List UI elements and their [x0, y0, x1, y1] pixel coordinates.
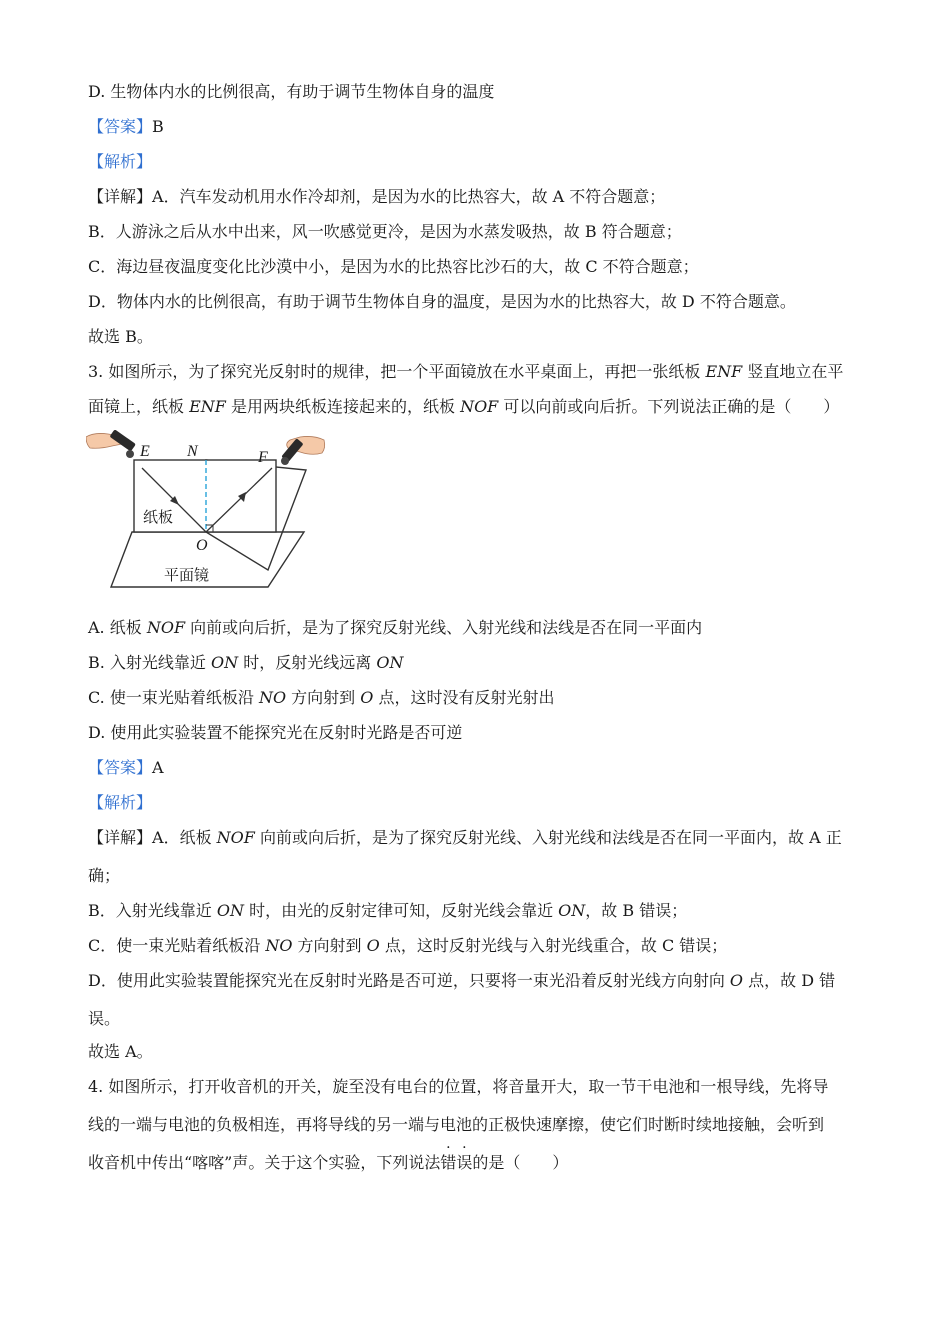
label-mirror: 平面镜 — [164, 566, 210, 584]
q3-stem-line1 — [88, 362, 868, 382]
q2-detail-d: D．物体内水的比例很高，有助于调节生物体自身的温度，是因为水的比热容大，故 D 不符合题意。 — [88, 292, 796, 311]
q2-detail-c: C．海边昼夜温度变化比沙漠中小，是因为水的比热容比沙石的大，故 C 不符合题意； — [88, 257, 699, 276]
option-symbol: ON — [376, 653, 404, 672]
q4-stem-line1: 4. 如图所示，打开收音机的开关，旋至没有电台的位置，将音量开大，取一节干电池和一根导线，先将导 — [88, 1077, 829, 1096]
q2-answer — [88, 117, 868, 137]
option-text: 向前或向后折，是为了探究反射光线、入射光线和法线是否在同一平面内 — [185, 618, 703, 637]
stem-symbol: ENF — [189, 397, 226, 416]
stem-text: 3. 如图所示，为了探究光反射时的规律，把一个平面镜放在水平桌面上，再把一张纸板 — [88, 362, 706, 381]
q3-detail-a — [88, 828, 868, 848]
stem-symbol: NOF — [460, 397, 499, 416]
option-text: B. 入射光线靠近 — [88, 653, 212, 672]
option-text: 点，这时没有反射光射出 — [373, 688, 555, 707]
answer-tag: 【答案】 — [88, 117, 153, 136]
option-symbol: O — [360, 688, 374, 707]
q2-analysis-tag — [88, 152, 868, 172]
left-hand-flashlight-icon — [86, 430, 136, 458]
detail-text: A．汽车发动机用水作冷却剂，是因为水的比热容大，故 A 不符合题意； — [152, 187, 666, 206]
detail-text: D．使用此实验装置能探究光在反射时光路是否可逆，只要将一束光沿着反射光线方向射向 — [88, 971, 730, 990]
option-symbol: NOF — [146, 618, 186, 637]
q3-analysis-tag — [88, 793, 868, 813]
option-text: 时，反射光线远离 — [238, 653, 377, 672]
stem-text: 是用两块纸板连接起来的，纸板 — [225, 397, 461, 416]
stem-text: 的是（ ） — [472, 1153, 569, 1172]
q2-conclusion: 故选 B。 — [88, 327, 153, 346]
option-text: A. 纸板 — [88, 618, 147, 637]
stem-text: 可以向前或向后折。下列说法正确的是（ ） — [498, 397, 840, 416]
q3-stem-line2 — [88, 397, 868, 417]
q2-detail-b: B．人游泳之后从水中出来，风一吹感觉更冷，是因为水蒸发吸热，故 B 符合题意； — [88, 222, 682, 241]
detail-symbol: O — [729, 971, 744, 990]
detail-tag: 【详解】 — [88, 828, 153, 847]
detail-symbol: NO — [265, 936, 293, 955]
analysis-tag: 【解析】 — [88, 793, 153, 812]
label-e: E — [140, 443, 150, 460]
q4-stem-line3 — [88, 1140, 868, 1173]
right-hand-flashlight-icon — [281, 436, 325, 465]
label-board: 纸板 — [143, 508, 174, 526]
option-symbol: NO — [258, 688, 287, 707]
label-o: O — [196, 537, 208, 554]
q3-option-c — [88, 688, 868, 708]
q3-detail-d-cont: 误。 — [88, 1009, 121, 1028]
detail-symbol: ON — [558, 901, 586, 920]
q3-option-d: D. 使用此实验装置不能探究光在反射时光路是否可逆 — [88, 723, 463, 742]
answer-tag: 【答案】 — [88, 758, 153, 777]
q4-stem-line2: 线的一端与电池的负极相连，再将导线的另一端与电池的正极快速摩擦，使它们时断时续地接触，会听到 — [88, 1115, 825, 1134]
stem-symbol: ENF — [705, 362, 743, 381]
q3-option-a — [88, 618, 868, 638]
detail-text: A．纸板 — [152, 828, 217, 847]
q3-answer — [88, 758, 868, 778]
detail-tag: 【详解】 — [88, 187, 153, 206]
emphasis-char: · 误 — [456, 1140, 473, 1172]
q2-detail-a — [88, 187, 868, 207]
detail-symbol: NOF — [216, 828, 255, 847]
answer-value: B — [152, 117, 164, 136]
emphasis-char: · 错 — [440, 1140, 457, 1172]
stem-text: 面镜上，纸板 — [88, 397, 190, 416]
detail-text: 向前或向后折，是为了探究反射光线、入射光线和法线是否在同一平面内，故 A 正 — [254, 828, 842, 847]
label-f: F — [258, 449, 268, 466]
detail-text: B．入射光线靠近 — [88, 901, 217, 920]
detail-text: C．使一束光贴着纸板沿 — [88, 936, 266, 955]
q3-option-b — [88, 653, 868, 673]
option-text: 方向射到 — [286, 688, 361, 707]
detail-text: 方向射到 — [292, 936, 367, 955]
analysis-tag: 【解析】 — [88, 152, 153, 171]
q2-option-d: D. 生物体内水的比例很高，有助于调节生物体自身的温度 — [88, 82, 495, 101]
q3-detail-b — [88, 901, 868, 921]
detail-text: 点，故 D 错 — [743, 971, 836, 990]
detail-text: 时，由光的反射定律可知，反射光线会靠近 — [243, 901, 559, 920]
q3-detail-c — [88, 936, 868, 956]
detail-text: ，故 B 错误； — [585, 901, 688, 920]
detail-symbol: ON — [216, 901, 244, 920]
option-symbol: ON — [211, 653, 239, 672]
reflection-experiment-figure — [86, 430, 336, 595]
option-text: C. 使一束光贴着纸板沿 — [88, 688, 259, 707]
q3-conclusion: 故选 A。 — [88, 1042, 153, 1061]
q3-detail-a-cont: 确； — [88, 866, 121, 885]
stem-text: 竖直地立在平 — [742, 362, 844, 381]
answer-value: A — [152, 758, 164, 777]
label-n: N — [187, 443, 198, 460]
stem-text: 收音机中传出“喀喀”声。关于这个实验，下列说法 — [88, 1153, 441, 1172]
q3-detail-d — [88, 971, 868, 991]
detail-symbol: O — [366, 936, 380, 955]
detail-text: 点，这时反射光线与入射光线重合，故 C 错误； — [379, 936, 728, 955]
